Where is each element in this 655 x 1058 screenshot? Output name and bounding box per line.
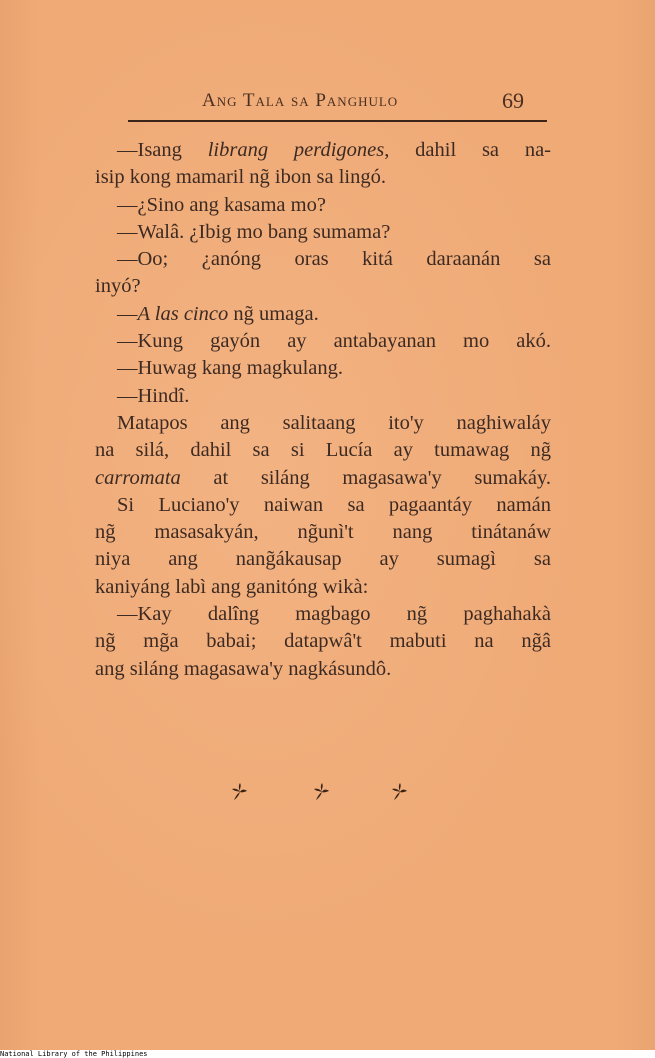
library-credit: National Library of the Philippines	[0, 1050, 148, 1058]
text-line	[95, 137, 551, 164]
text-line	[95, 410, 551, 437]
text-segment: —	[117, 302, 138, 325]
text-line	[95, 273, 551, 300]
text-line	[95, 601, 551, 628]
text-line	[95, 437, 551, 464]
running-head: Ang Tala sa Panghulo	[202, 90, 399, 111]
text-segment: na silá, dahil sa si Lucía ay tumawag ng̃	[95, 439, 551, 462]
page-number: 69	[502, 88, 524, 113]
body-text	[95, 137, 551, 683]
text-segment: —¿Sino ang kasama mo?	[117, 193, 326, 216]
text-line	[95, 656, 551, 683]
fleuron-icon	[310, 780, 334, 804]
text-line	[95, 465, 551, 492]
section-ornaments	[228, 780, 418, 810]
text-segment: isip kong mamaril ng̃ ibon sa lingó.	[95, 166, 386, 189]
text-line	[95, 192, 551, 219]
text-segment: Matapos ang salitaang ito'y naghiwaláy	[117, 411, 551, 434]
text-line	[95, 164, 551, 191]
text-segment: ng̃ mg̃a babai; datapwâ't mabuti na ng̃â	[95, 630, 551, 653]
text-segment: —Hindî.	[117, 384, 190, 407]
text-line	[95, 492, 551, 519]
header-rule	[128, 120, 547, 122]
text-segment: kaniyáng labì ang ganitóng wikà:	[95, 575, 369, 598]
text-segment: niya ang nang̃ákausap ay sumagì sa	[95, 548, 551, 571]
text-line	[95, 301, 551, 328]
text-segment: ng̃ umaga.	[228, 302, 319, 325]
text-segment: ang siláng magasawa'y nagkásundô.	[95, 657, 392, 680]
text-line	[95, 519, 551, 546]
italic-text: carromata	[95, 466, 181, 489]
text-line	[95, 355, 551, 382]
text-segment: at siláng magasawa'y sumakáy.	[180, 466, 551, 489]
text-line	[95, 546, 551, 573]
text-segment: —Huwag kang magkulang.	[117, 357, 344, 380]
text-line	[95, 574, 551, 601]
text-segment: —Kung gayón ay antabayanan mo akó.	[117, 330, 551, 353]
text-segment: ng̃ masasakyán, ng̃unì't nang tinátanáw	[95, 521, 551, 544]
text-line	[95, 383, 551, 410]
text-segment: —Isang	[117, 139, 208, 161]
page-header	[130, 90, 526, 120]
text-line	[95, 246, 551, 273]
text-line	[95, 219, 551, 246]
fleuron-icon	[228, 780, 252, 804]
fleuron-icon	[388, 780, 412, 804]
text-segment: , dahil sa na-	[384, 139, 552, 161]
text-segment: —Oo; ¿anóng oras kitá daraanán sa	[117, 248, 551, 271]
italic-text: librang perdigones	[207, 139, 385, 161]
text-segment: Si Luciano'y naiwan sa pagaantáy namán	[117, 493, 551, 516]
italic-text: A las cinco	[137, 302, 229, 325]
text-segment: —Kay dalîng magbago ng̃ paghahakà	[117, 603, 551, 626]
text-segment: —Walâ. ¿Ibig mo bang sumama?	[117, 220, 391, 243]
text-line	[95, 628, 551, 655]
text-line	[95, 328, 551, 355]
text-segment: inyó?	[95, 275, 141, 298]
